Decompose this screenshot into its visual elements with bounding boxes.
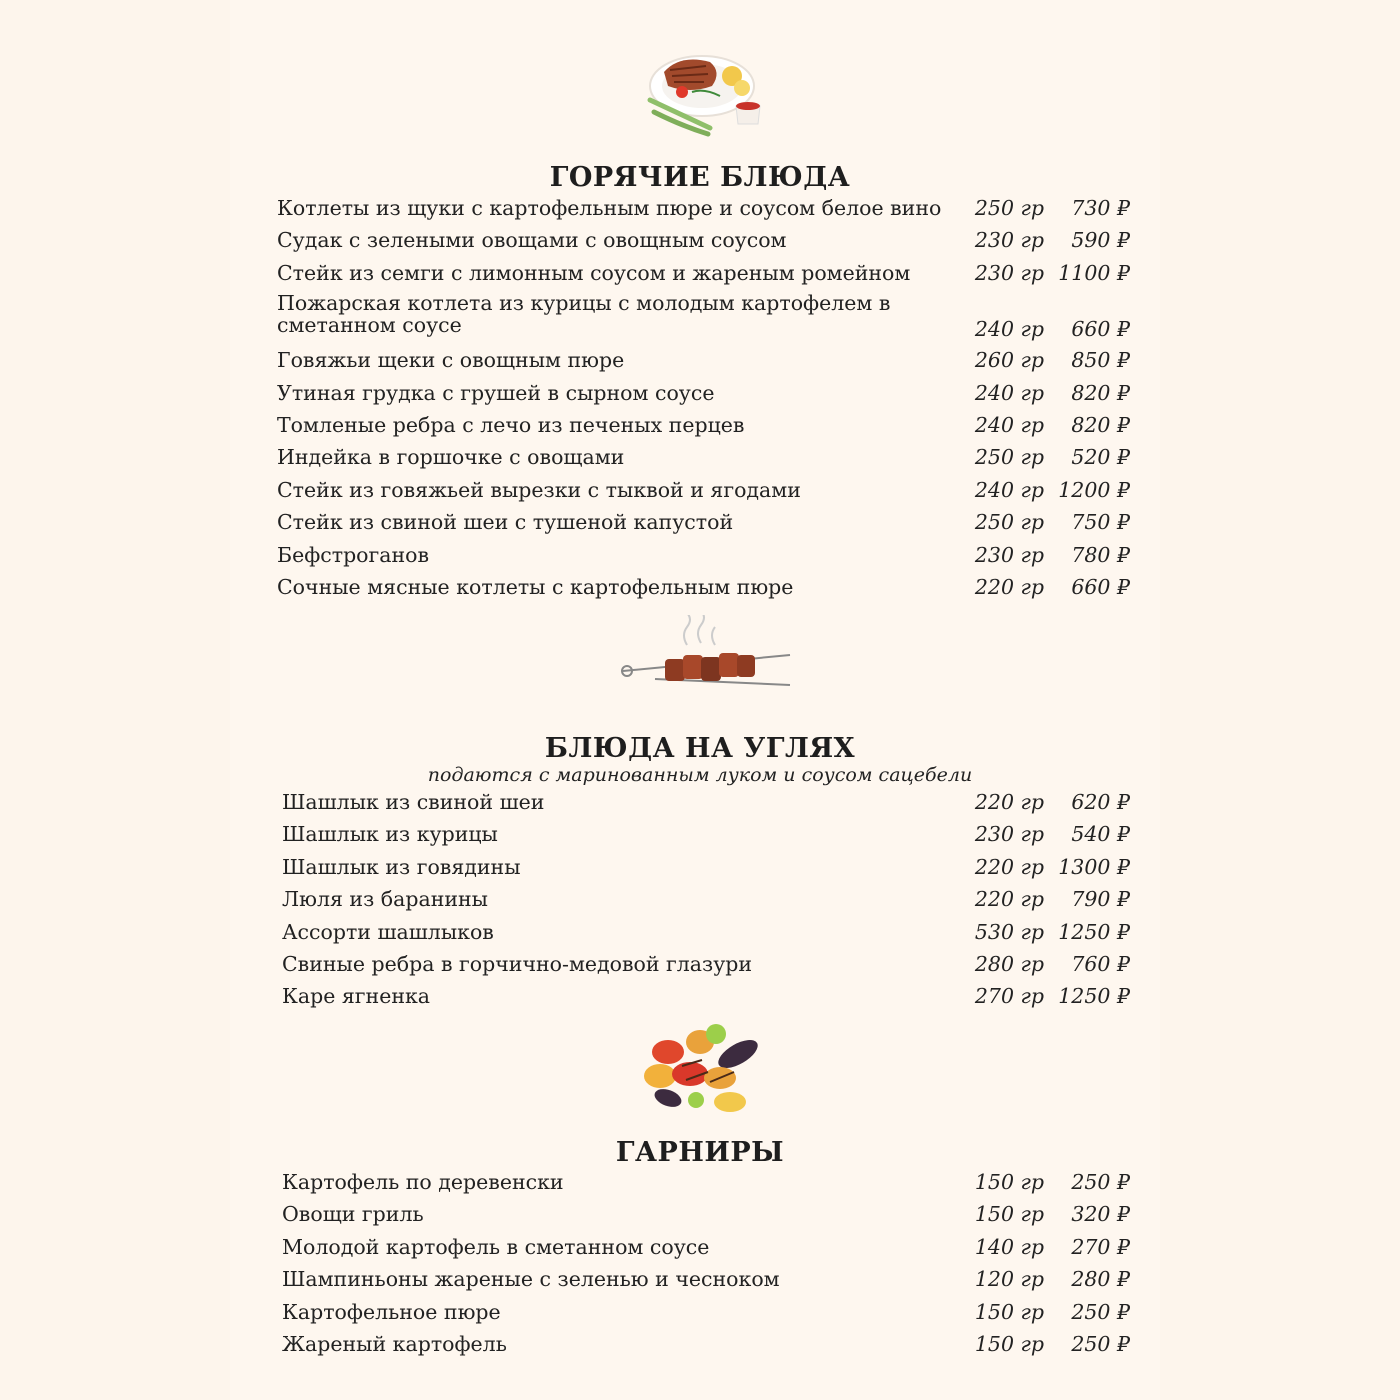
menu-item-price: 270 ₽: [1071, 1234, 1130, 1259]
menu-item: [0, 1332, 1400, 1364]
menu-item-name: Люля из баранины: [282, 887, 489, 912]
menu-item-weight: 150 гр: [974, 1299, 1044, 1324]
side-dishes-list: [0, 1170, 1400, 1364]
menu-item-weight: 230 гр: [974, 542, 1044, 567]
menu-item-name: Томленые ребра с лечо из печеных перцев: [277, 412, 745, 437]
menu-item-name: Говяжьи щеки с овощным пюре: [277, 348, 625, 373]
menu-item-weight: 230 гр: [974, 822, 1044, 847]
menu-item-weight: 220 гр: [974, 854, 1044, 879]
menu-item-price: 320 ₽: [1071, 1202, 1130, 1227]
menu-item-weight: 150 гр: [974, 1202, 1044, 1227]
menu-item-weight: 230 гр: [974, 260, 1044, 285]
menu-item-name: Картофель по деревенски: [282, 1170, 564, 1194]
menu-item: [0, 381, 1400, 413]
menu-item-name: Каре ягненка: [282, 984, 431, 1009]
menu-item-name: Шампиньоны жареные с зеленью и чесноком: [282, 1267, 780, 1292]
menu-item-weight: 250 гр: [974, 510, 1044, 535]
menu-item: [0, 575, 1400, 607]
menu-item-weight: 240 гр: [974, 412, 1044, 437]
menu-item-weight: 220 гр: [974, 574, 1044, 599]
menu-item-weight: 140 гр: [974, 1234, 1044, 1259]
menu-item: [0, 952, 1400, 984]
menu-item: [0, 543, 1400, 575]
section-subtitle-grill: подаются с маринованным луком и соусом сацебели: [427, 764, 973, 786]
steak-plate-illustration: [640, 48, 770, 148]
menu-item: [0, 228, 1400, 260]
menu-item: [0, 887, 1400, 919]
menu-item-weight: 230 гр: [974, 228, 1044, 253]
menu-item-price: 1100 ₽: [1058, 260, 1130, 285]
menu-item-name: Судак с зелеными овощами с овощным соусом: [277, 228, 787, 253]
menu-item-name: Жареный картофель: [282, 1331, 507, 1356]
menu-item-weight: 240 гр: [974, 317, 1044, 342]
menu-item: [0, 478, 1400, 510]
menu-item-weight: 280 гр: [974, 951, 1044, 976]
menu-item-name: Котлеты из щуки с картофельным пюре и соусом белое вино: [277, 196, 942, 220]
menu-item-price: 250 ₽: [1071, 1170, 1130, 1194]
menu-item: [0, 822, 1400, 854]
menu-item: [0, 1202, 1400, 1234]
menu-item-price: 660 ₽: [1071, 317, 1130, 342]
menu-item-weight: 120 гр: [974, 1267, 1044, 1292]
menu-item: [0, 1300, 1400, 1332]
menu-item-price: 1200 ₽: [1058, 477, 1130, 502]
menu-item-price: 820 ₽: [1071, 412, 1130, 437]
menu-item: [0, 261, 1400, 293]
menu-item-name: Стейк из семги с лимонным соусом и жареным ромейном: [277, 260, 911, 285]
menu-item-weight: 250 гр: [974, 196, 1044, 220]
grill-dishes-list: [0, 790, 1400, 1017]
menu-item-price: 780 ₽: [1071, 542, 1130, 567]
menu-item: [0, 510, 1400, 542]
menu-item: [0, 790, 1400, 822]
menu-item-name: Стейк из свиной шеи с тушеной капустой: [277, 510, 734, 535]
menu-item-name: Молодой картофель в сметанном соусе: [282, 1234, 710, 1259]
menu-item-price: 1250 ₽: [1058, 919, 1130, 944]
menu-item-weight: 270 гр: [974, 984, 1044, 1009]
menu-item-price: 820 ₽: [1071, 380, 1130, 405]
menu-item-price: 730 ₽: [1071, 196, 1130, 220]
menu-item-weight: 240 гр: [974, 380, 1044, 405]
menu-item-name: Индейка в горшочке с овощами: [277, 445, 625, 470]
menu-item-price: 790 ₽: [1071, 887, 1130, 912]
section-title-sides: ГАРНИРЫ: [615, 1137, 785, 1168]
menu-item-price: 520 ₽: [1071, 445, 1130, 470]
menu-item-name: Пожарская котлета из курицы с молодым картофелем в сметанном соусе: [277, 291, 891, 338]
menu-item: [0, 1235, 1400, 1267]
menu-item-name: Бефстроганов: [277, 542, 430, 567]
menu-item-weight: 150 гр: [974, 1331, 1044, 1356]
menu-item-name: Овощи гриль: [282, 1202, 424, 1227]
menu-item: [0, 413, 1400, 445]
menu-item-weight: 250 гр: [974, 445, 1044, 470]
menu-item: [0, 445, 1400, 477]
menu-item-price: 850 ₽: [1071, 348, 1130, 373]
menu-item-name: Шашлык из свиной шеи: [282, 790, 545, 814]
menu-item-price: 250 ₽: [1071, 1299, 1130, 1324]
menu-item: [0, 1170, 1400, 1202]
grilled-vegetables-illustration: [638, 1020, 773, 1120]
menu-item-price: 250 ₽: [1071, 1331, 1130, 1356]
menu-item-weight: 220 гр: [974, 790, 1044, 814]
menu-item: [0, 920, 1400, 952]
menu-item-name: Свиные ребра в горчично-медовой глазури: [282, 951, 753, 976]
skewer-illustration: [615, 615, 795, 695]
menu-item-price: 1300 ₽: [1058, 854, 1130, 879]
menu-item-weight: 150 гр: [974, 1170, 1044, 1194]
menu-item: [0, 984, 1400, 1016]
menu-item: [0, 196, 1400, 228]
menu-item: [0, 1267, 1400, 1299]
menu-item-weight: 260 гр: [974, 348, 1044, 373]
section-title-hot: ГОРЯЧИЕ БЛЮДА: [549, 162, 851, 193]
menu-item-name: Стейк из говяжьей вырезки с тыквой и ягодами: [277, 477, 801, 502]
menu-item: [0, 293, 1400, 348]
menu-item-price: 760 ₽: [1071, 951, 1130, 976]
menu-item-name: Утиная грудка с грушей в сырном соусе: [277, 380, 715, 405]
hot-dishes-list: [0, 196, 1400, 607]
menu-item-weight: 240 гр: [974, 477, 1044, 502]
menu-item-price: 620 ₽: [1071, 790, 1130, 814]
menu-item-price: 540 ₽: [1071, 822, 1130, 847]
menu-item-name: Ассорти шашлыков: [282, 919, 494, 944]
menu-item-name: Шашлык из говядины: [282, 854, 521, 879]
menu-item-price: 660 ₽: [1071, 574, 1130, 599]
menu-item-weight: 220 гр: [974, 887, 1044, 912]
menu-item-name: Сочные мясные котлеты с картофельным пюре: [277, 574, 794, 599]
menu-item-price: 280 ₽: [1071, 1267, 1130, 1292]
menu-item-name: Картофельное пюре: [282, 1299, 501, 1324]
menu-item-name: Шашлык из курицы: [282, 822, 498, 847]
menu-item: [0, 855, 1400, 887]
menu-item: [0, 348, 1400, 380]
menu-item-price: 750 ₽: [1071, 510, 1130, 535]
menu-item-price: 1250 ₽: [1058, 984, 1130, 1009]
menu-item-weight: 530 гр: [974, 919, 1044, 944]
menu-item-price: 590 ₽: [1071, 228, 1130, 253]
section-title-grill: БЛЮДА НА УГЛЯХ: [544, 733, 856, 764]
